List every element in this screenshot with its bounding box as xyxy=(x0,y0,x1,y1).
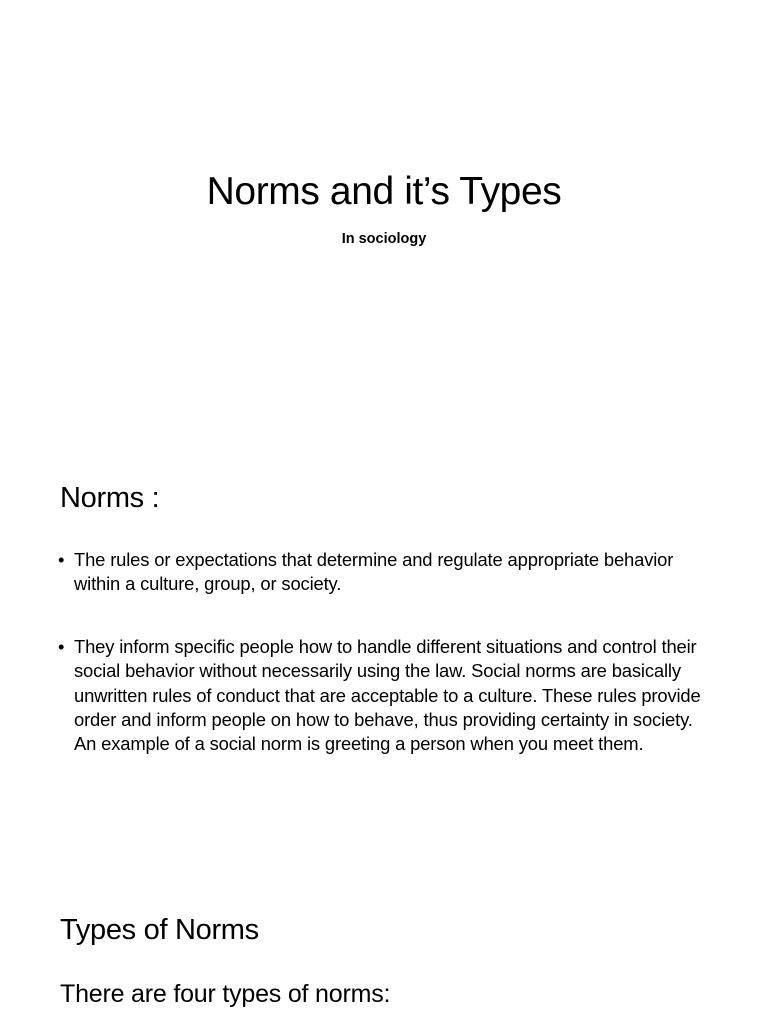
presentation-title: Norms and it’s Types xyxy=(206,170,562,213)
bullet-item xyxy=(58,548,708,597)
title-slide xyxy=(0,0,768,432)
norms-slide xyxy=(0,432,768,864)
norms-bullet-list xyxy=(58,548,708,757)
bullet-item xyxy=(58,635,708,757)
types-heading: Types of Norms xyxy=(60,914,259,946)
bullet-text: They inform specific people how to handle different situations and control their social behavior without necessarily using the law. Social norms are basically unwritten rules of conduct that are acceptable to a culture. These rules provide order and inform people on how to behave, thus providing certainty in society. An example of a social norm is greeting a person when you meet them. xyxy=(74,635,701,755)
norms-heading: Norms : xyxy=(60,482,160,514)
bullet-marker: • xyxy=(58,635,65,657)
bullet-text: The rules or expectations that determine and regulate appropriate behavior within a culture, group, or society. xyxy=(74,549,674,595)
types-slide xyxy=(0,864,768,1024)
presentation-subtitle: In sociology xyxy=(341,231,427,247)
bullet-marker: • xyxy=(58,549,65,570)
types-intro-text: There are four types of norms: xyxy=(60,980,391,1008)
